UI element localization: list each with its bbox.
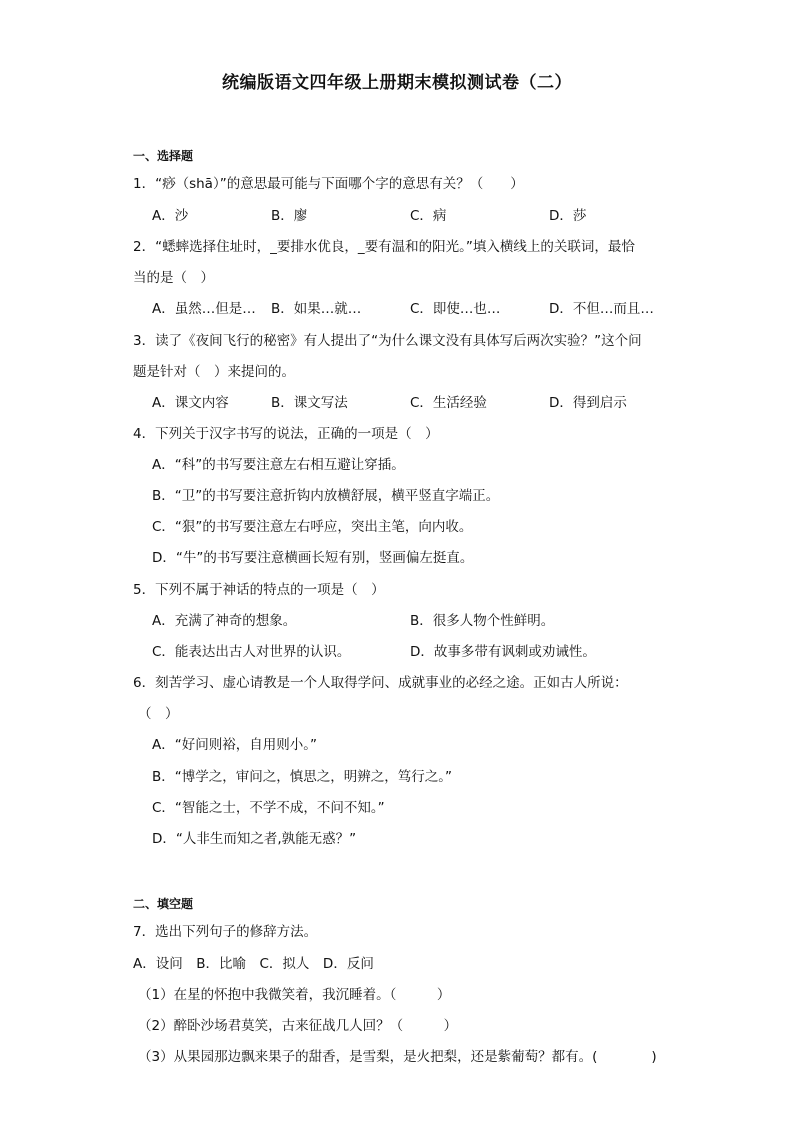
q5-option-d: D．故事多带有讽刺或劝诫性。 — [410, 644, 596, 660]
page-title: 统编版语文四年级上册期末模拟测试卷（二） — [222, 73, 572, 93]
q2-option-a: A．虽然…但是… — [152, 301, 256, 317]
q4-option-a: A．“科”的书写要注意左右相互避让穿插。 — [152, 457, 405, 473]
q3-option-b: B．课文写法 — [271, 395, 348, 411]
q7-choices: A．设问 B．比喻 C．拟人 D．反问 — [133, 956, 374, 972]
q5-option-c: C．能表达出古人对世界的认识。 — [152, 644, 351, 660]
question-3-stem-line1: 3．读了《夜间飞行的秘密》有人提出了“为什么课文没有具体写后两次实验？”这个问 — [133, 333, 642, 349]
q1-option-b: B．廖 — [271, 208, 308, 224]
q1-option-d: D．莎 — [549, 208, 587, 224]
question-2-stem-line1: 2．“蟋蟀选择住址时，_要排水优良，_要有温和的阳光。”填入横线上的关联词，最恰 — [133, 239, 635, 255]
q6-option-b: B．“博学之，审问之，慎思之，明辨之，笃行之。” — [152, 769, 452, 785]
q4-option-d: D．“牛”的书写要注意横画长短有别，竖画偏左挺直。 — [152, 550, 474, 566]
q5-option-b: B．很多人物个性鲜明。 — [410, 613, 555, 629]
q2-option-c: C．即使…也… — [410, 301, 501, 317]
question-1-stem: 1．“痧（shā）”的意思最可能与下面哪个字的意思有关？（ ） — [133, 176, 524, 192]
q2-option-d: D．不但…而且… — [549, 301, 654, 317]
section-heading-fill: 二、填空题 — [133, 897, 194, 911]
q7-item-2: （2）醉卧沙场君莫笑，古来征战几人回？（ ） — [138, 1018, 458, 1034]
question-2-stem-line2: 当的是（ ） — [133, 270, 214, 286]
question-6-stem-line1: 6．刻苦学习、虚心请教是一个人取得学问、成就事业的必经之途。正如古人所说： — [133, 675, 628, 691]
q5-option-a: A．充满了神奇的想象。 — [152, 613, 297, 629]
question-7-stem: 7．选出下列句子的修辞方法。 — [133, 924, 318, 940]
q3-option-a: A．课文内容 — [152, 395, 229, 411]
q4-option-c: C．“狠”的书写要注意左右呼应，突出主笔，向内收。 — [152, 519, 473, 535]
q6-option-c: C．“智能之士，不学不成，不问不知。” — [152, 800, 385, 816]
q6-option-a: A．“好问则裕，自用则小。” — [152, 737, 317, 753]
q6-option-d: D．“人非生而知之者,孰能无惑？” — [152, 831, 357, 847]
question-5-stem: 5．下列不属于神话的特点的一项是（ ） — [133, 582, 385, 598]
question-6-stem-line2: （ ） — [138, 706, 179, 722]
q7-item-3: （3）从果园那边飘来果子的甜香，是雪梨，是火把梨，还是紫葡萄？都有。( ) — [138, 1049, 657, 1065]
q7-item-1: （1）在星的怀抱中我微笑着，我沉睡着。（ ） — [138, 987, 451, 1003]
q1-option-a: A．沙 — [152, 208, 189, 224]
section-heading-choice: 一、选择题 — [133, 149, 194, 163]
question-3-stem-line2: 题是针对（ ）来提问的。 — [133, 364, 295, 380]
q3-option-c: C．生活经验 — [410, 395, 487, 411]
q4-option-b: B．“卫”的书写要注意折钩内放横舒展，横平竖直字端正。 — [152, 488, 500, 504]
q2-option-b: B．如果…就… — [271, 301, 362, 317]
question-4-stem: 4．下列关于汉字书写的说法，正确的一项是（ ） — [133, 426, 439, 442]
q1-option-c: C．病 — [410, 208, 447, 224]
q3-option-d: D．得到启示 — [549, 395, 627, 411]
